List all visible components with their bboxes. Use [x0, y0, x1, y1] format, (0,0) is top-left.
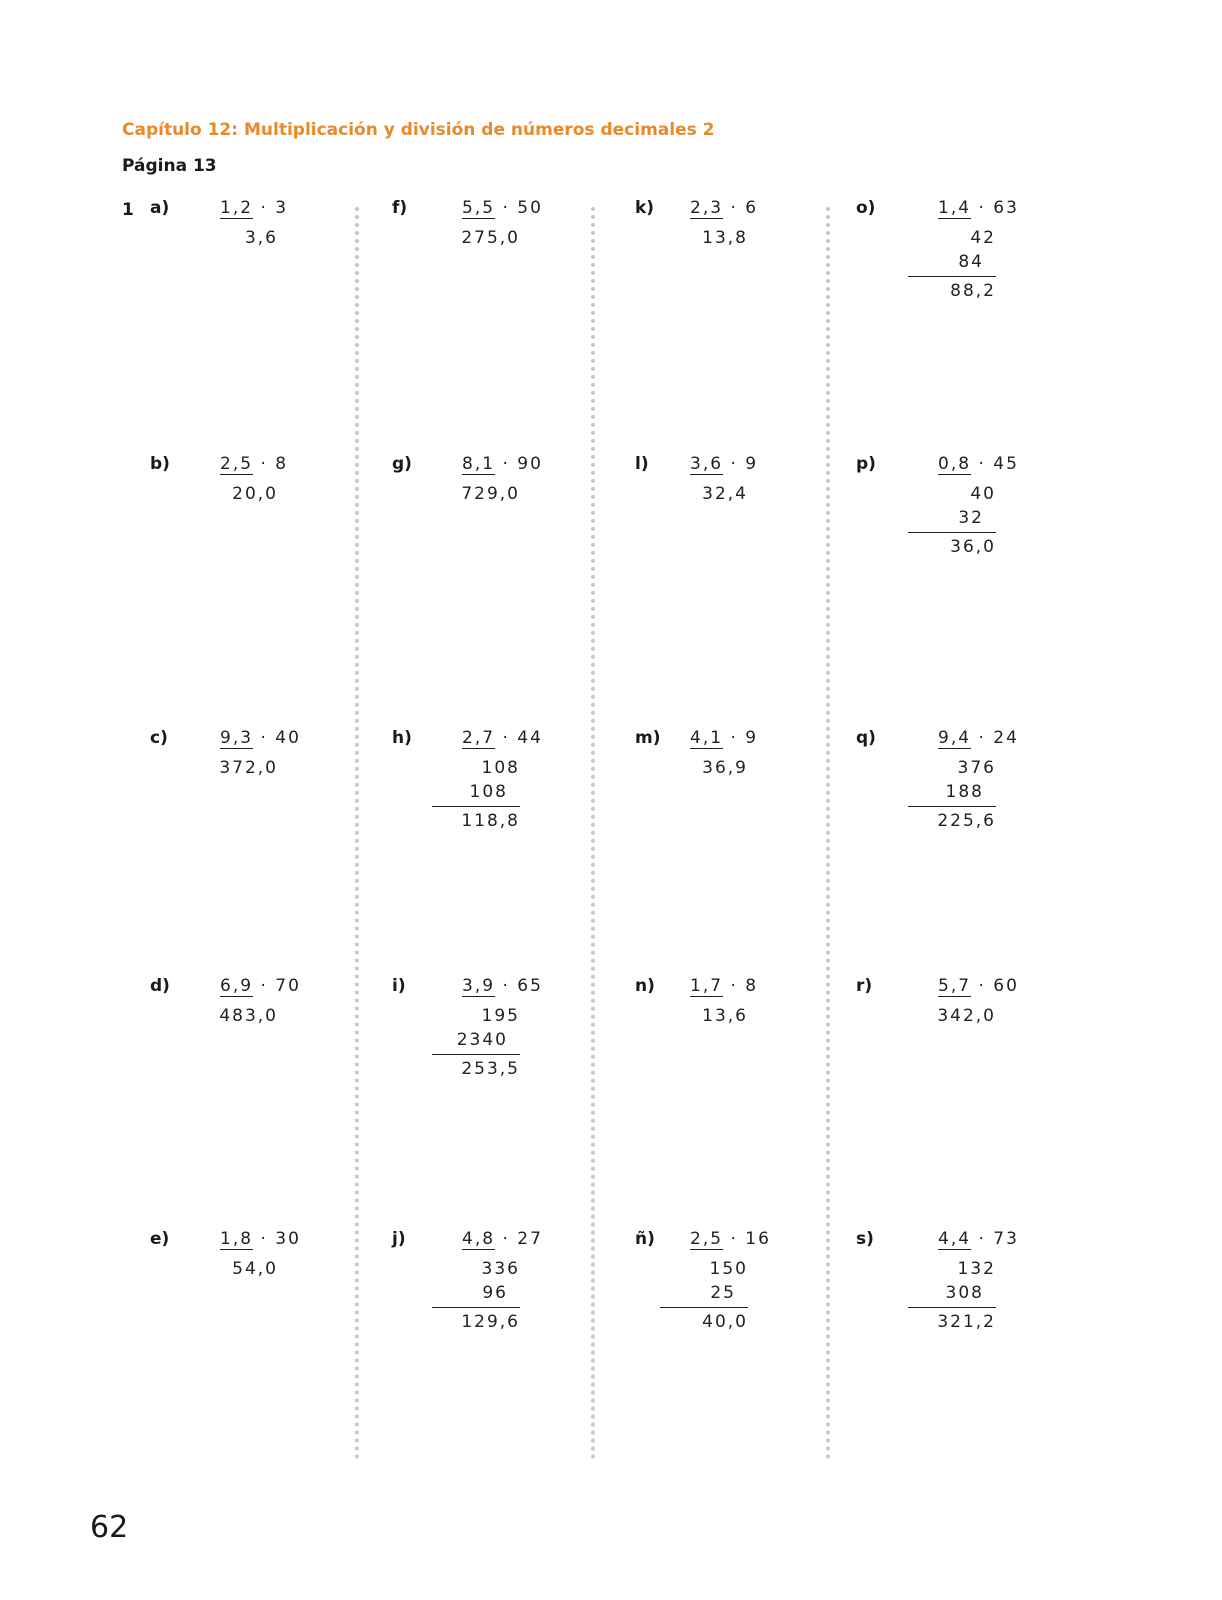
work-block	[660, 482, 748, 506]
operation-row	[432, 196, 543, 220]
factor: 4,4	[938, 1229, 972, 1249]
operation-row	[432, 452, 543, 476]
chapter-title: Capítulo 12: Multiplicación y división de números decimales 2	[122, 120, 715, 140]
result: 54,0	[232, 1259, 278, 1279]
multiply-dot-icon: ·	[723, 728, 746, 748]
work-block	[908, 226, 996, 303]
multiply-dot-icon: ·	[495, 728, 518, 748]
partial-product: 84	[958, 252, 984, 272]
result: 372,0	[219, 758, 278, 778]
exercise-number: 1	[122, 200, 134, 220]
factor: 6,9	[220, 976, 254, 996]
multiplier: 6	[745, 198, 759, 218]
computation	[432, 1227, 543, 1334]
computation	[908, 1227, 1019, 1334]
multiply-dot-icon: ·	[971, 454, 994, 474]
result: 32,4	[702, 484, 748, 504]
multiplier: 45	[993, 454, 1019, 474]
factor: 2,3	[690, 198, 724, 218]
result: 13,6	[702, 1006, 748, 1026]
computation	[908, 452, 1019, 559]
factor: 5,5	[462, 198, 496, 218]
multiplier: 70	[275, 976, 301, 996]
multiply-dot-icon: ·	[495, 454, 518, 474]
partial-product: 308	[945, 1283, 984, 1303]
work-block	[190, 482, 278, 506]
operation-row	[432, 1227, 543, 1251]
problem-label: l)	[635, 454, 649, 474]
partial-product: 195	[481, 1006, 520, 1026]
operation-row	[432, 726, 543, 750]
computation	[660, 452, 758, 506]
multiply-dot-icon: ·	[253, 1229, 276, 1249]
multiply-dot-icon: ·	[253, 976, 276, 996]
multiplier: 24	[993, 728, 1019, 748]
work-block	[660, 756, 748, 780]
problem-label: p)	[856, 454, 876, 474]
computation	[190, 726, 301, 780]
computation	[190, 196, 288, 250]
result: 729,0	[461, 484, 520, 504]
result: 88,2	[908, 276, 996, 303]
result: 36,9	[702, 758, 748, 778]
partial-product: 336	[481, 1259, 520, 1279]
problem-label: a)	[150, 198, 170, 218]
problem-label: o)	[856, 198, 876, 218]
work-block	[908, 756, 996, 833]
partial-product: 25	[710, 1283, 736, 1303]
problem-label: n)	[635, 976, 655, 996]
result: 118,8	[432, 806, 520, 833]
multiplier: 16	[745, 1229, 771, 1249]
work-block	[190, 226, 278, 250]
factor: 5,7	[938, 976, 972, 996]
operation-row	[190, 726, 301, 750]
result: 40,0	[660, 1307, 748, 1334]
partial-product: 32	[958, 508, 984, 528]
multiply-dot-icon: ·	[495, 198, 518, 218]
result: 13,8	[702, 228, 748, 248]
problem-label: q)	[856, 728, 876, 748]
result: 483,0	[219, 1006, 278, 1026]
factor: 0,8	[938, 454, 972, 474]
computation	[432, 452, 543, 506]
work-block	[190, 756, 278, 780]
partial-product: 108	[469, 782, 508, 802]
multiplier: 3	[275, 198, 289, 218]
operation-row	[432, 974, 543, 998]
problem-label: ñ)	[635, 1229, 655, 1249]
multiplier: 27	[517, 1229, 543, 1249]
multiplier: 60	[993, 976, 1019, 996]
work-block	[190, 1004, 278, 1028]
computation	[190, 1227, 301, 1281]
multiply-dot-icon: ·	[495, 976, 518, 996]
factor: 2,5	[220, 454, 254, 474]
factor: 4,8	[462, 1229, 496, 1249]
problem-label: e)	[150, 1229, 170, 1249]
problem-label: b)	[150, 454, 170, 474]
page-number: 62	[90, 1510, 129, 1545]
multiply-dot-icon: ·	[495, 1229, 518, 1249]
multiply-dot-icon: ·	[723, 1229, 746, 1249]
problem-label: d)	[150, 976, 170, 996]
multiplier: 50	[517, 198, 543, 218]
work-block	[908, 482, 996, 559]
result: 321,2	[908, 1307, 996, 1334]
operation-row	[660, 726, 758, 750]
work-block	[432, 1257, 520, 1334]
operation-row	[660, 1227, 771, 1251]
partial-product: 2340	[456, 1030, 508, 1050]
operation-row	[190, 452, 288, 476]
result: 3,6	[244, 228, 278, 248]
factor: 3,6	[690, 454, 724, 474]
work-block	[432, 756, 520, 833]
multiplier: 9	[745, 728, 759, 748]
multiply-dot-icon: ·	[723, 198, 746, 218]
multiplier: 8	[275, 454, 289, 474]
factor: 1,7	[690, 976, 724, 996]
factor: 2,7	[462, 728, 496, 748]
computation	[660, 196, 758, 250]
problem-label: s)	[856, 1229, 874, 1249]
computation	[660, 1227, 771, 1334]
work-block	[660, 1257, 748, 1334]
multiplier: 40	[275, 728, 301, 748]
work-block	[908, 1257, 996, 1334]
operation-row	[908, 196, 1019, 220]
factor: 3,9	[462, 976, 496, 996]
computation	[660, 974, 758, 1028]
result: 20,0	[232, 484, 278, 504]
operation-row	[908, 1227, 1019, 1251]
work-block	[660, 226, 748, 250]
partial-product: 42	[970, 228, 996, 248]
operation-row	[190, 1227, 301, 1251]
result: 275,0	[461, 228, 520, 248]
factor: 9,3	[220, 728, 254, 748]
operation-row	[190, 974, 301, 998]
partial-product: 96	[482, 1283, 508, 1303]
problem-label: k)	[635, 198, 655, 218]
work-block	[190, 1257, 278, 1281]
operation-row	[908, 452, 1019, 476]
problem-label: i)	[392, 976, 406, 996]
partial-product: 376	[957, 758, 996, 778]
problem-label: c)	[150, 728, 168, 748]
multiply-dot-icon: ·	[253, 728, 276, 748]
operation-row	[660, 974, 758, 998]
problem-label: f)	[392, 198, 408, 218]
page-label: Página 13	[122, 156, 217, 176]
computation	[660, 726, 758, 780]
multiply-dot-icon: ·	[253, 454, 276, 474]
multiplier: 9	[745, 454, 759, 474]
factor: 4,1	[690, 728, 724, 748]
multiply-dot-icon: ·	[971, 976, 994, 996]
partial-product: 40	[970, 484, 996, 504]
computation	[190, 452, 288, 506]
multiplier: 90	[517, 454, 543, 474]
multiplier: 65	[517, 976, 543, 996]
partial-product: 108	[481, 758, 520, 778]
multiply-dot-icon: ·	[253, 198, 276, 218]
problem-label: r)	[856, 976, 873, 996]
computation	[908, 726, 1019, 833]
work-block	[660, 1004, 748, 1028]
factor: 1,2	[220, 198, 254, 218]
operation-row	[908, 726, 1019, 750]
work-block	[432, 1004, 520, 1081]
factor: 2,5	[690, 1229, 724, 1249]
problem-label: g)	[392, 454, 412, 474]
operation-row	[660, 452, 758, 476]
result: 342,0	[937, 1006, 996, 1026]
multiplier: 73	[993, 1229, 1019, 1249]
computation	[908, 974, 1019, 1028]
computation	[190, 974, 301, 1028]
factor: 8,1	[462, 454, 496, 474]
partial-product: 150	[709, 1259, 748, 1279]
result: 129,6	[432, 1307, 520, 1334]
multiplier: 8	[745, 976, 759, 996]
operation-row	[908, 974, 1019, 998]
column-divider	[826, 207, 830, 1460]
problem-label: j)	[392, 1229, 406, 1249]
multiply-dot-icon: ·	[723, 976, 746, 996]
multiplier: 44	[517, 728, 543, 748]
partial-product: 132	[957, 1259, 996, 1279]
factor: 9,4	[938, 728, 972, 748]
factor: 1,8	[220, 1229, 254, 1249]
multiplier: 30	[275, 1229, 301, 1249]
result: 253,5	[432, 1054, 520, 1081]
factor: 1,4	[938, 198, 972, 218]
column-divider	[355, 207, 359, 1460]
result: 225,6	[908, 806, 996, 833]
operation-row	[190, 196, 288, 220]
work-block	[432, 226, 520, 250]
computation	[432, 196, 543, 250]
computation	[432, 726, 543, 833]
multiply-dot-icon: ·	[723, 454, 746, 474]
computation	[432, 974, 543, 1081]
multiply-dot-icon: ·	[971, 728, 994, 748]
computation	[908, 196, 1019, 303]
problem-label: h)	[392, 728, 412, 748]
multiply-dot-icon: ·	[971, 1229, 994, 1249]
operation-row	[660, 196, 758, 220]
work-block	[908, 1004, 996, 1028]
partial-product: 188	[945, 782, 984, 802]
multiplier: 63	[993, 198, 1019, 218]
column-divider	[591, 207, 595, 1460]
work-block	[432, 482, 520, 506]
result: 36,0	[908, 532, 996, 559]
multiply-dot-icon: ·	[971, 198, 994, 218]
problem-label: m)	[635, 728, 661, 748]
